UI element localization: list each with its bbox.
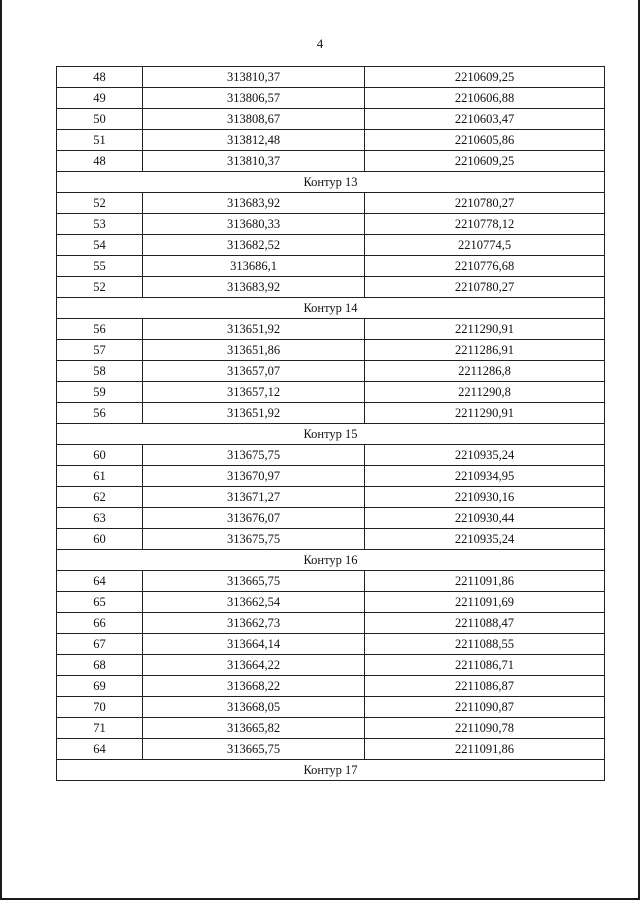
y-coordinate-cell: 2210935,24	[365, 529, 605, 550]
coordinates-table-body	[57, 67, 605, 781]
point-number-cell: 50	[57, 109, 143, 130]
x-coordinate-cell: 313670,97	[143, 466, 365, 487]
table-row	[57, 403, 605, 424]
table-row	[57, 718, 605, 739]
x-coordinate-cell: 313651,86	[143, 340, 365, 361]
table-row	[57, 508, 605, 529]
table-row	[57, 382, 605, 403]
table-row	[57, 487, 605, 508]
coordinates-table	[56, 66, 605, 781]
x-coordinate-cell: 313671,27	[143, 487, 365, 508]
x-coordinate-cell: 313668,05	[143, 697, 365, 718]
table-row	[57, 655, 605, 676]
point-number-cell: 49	[57, 88, 143, 109]
section-label: Контур 16	[57, 550, 605, 571]
table-row	[57, 88, 605, 109]
y-coordinate-cell: 2211290,8	[365, 382, 605, 403]
x-coordinate-cell: 313665,82	[143, 718, 365, 739]
point-number-cell: 55	[57, 256, 143, 277]
table-row	[57, 319, 605, 340]
y-coordinate-cell: 2211091,86	[365, 739, 605, 760]
x-coordinate-cell: 313675,75	[143, 445, 365, 466]
x-coordinate-cell: 313668,22	[143, 676, 365, 697]
point-number-cell: 59	[57, 382, 143, 403]
point-number-cell: 56	[57, 403, 143, 424]
x-coordinate-cell: 313657,07	[143, 361, 365, 382]
x-coordinate-cell: 313806,57	[143, 88, 365, 109]
point-number-cell: 67	[57, 634, 143, 655]
table-row	[57, 67, 605, 88]
x-coordinate-cell: 313675,75	[143, 529, 365, 550]
x-coordinate-cell: 313664,14	[143, 634, 365, 655]
point-number-cell: 60	[57, 445, 143, 466]
point-number-cell: 48	[57, 151, 143, 172]
y-coordinate-cell: 2210778,12	[365, 214, 605, 235]
section-header-row	[57, 424, 605, 445]
x-coordinate-cell: 313683,92	[143, 277, 365, 298]
x-coordinate-cell: 313812,48	[143, 130, 365, 151]
point-number-cell: 51	[57, 130, 143, 151]
table-row	[57, 361, 605, 382]
x-coordinate-cell: 313810,37	[143, 67, 365, 88]
table-row	[57, 235, 605, 256]
point-number-cell: 66	[57, 613, 143, 634]
y-coordinate-cell: 2210609,25	[365, 151, 605, 172]
table-row	[57, 193, 605, 214]
point-number-cell: 61	[57, 466, 143, 487]
y-coordinate-cell: 2210780,27	[365, 277, 605, 298]
table-row	[57, 130, 605, 151]
table-row	[57, 592, 605, 613]
y-coordinate-cell: 2211086,71	[365, 655, 605, 676]
table-row	[57, 340, 605, 361]
y-coordinate-cell: 2211290,91	[365, 319, 605, 340]
table-row	[57, 109, 605, 130]
point-number-cell: 58	[57, 361, 143, 382]
table-row	[57, 676, 605, 697]
x-coordinate-cell: 313651,92	[143, 319, 365, 340]
x-coordinate-cell: 313657,12	[143, 382, 365, 403]
table-row	[57, 214, 605, 235]
point-number-cell: 64	[57, 571, 143, 592]
point-number-cell: 65	[57, 592, 143, 613]
point-number-cell: 68	[57, 655, 143, 676]
page-number: 4	[316, 36, 324, 51]
section-header-row	[57, 298, 605, 319]
point-number-cell: 56	[57, 319, 143, 340]
section-label: Контур 17	[57, 760, 605, 781]
point-number-cell: 63	[57, 508, 143, 529]
point-number-cell: 60	[57, 529, 143, 550]
x-coordinate-cell: 313680,33	[143, 214, 365, 235]
x-coordinate-cell: 313651,92	[143, 403, 365, 424]
x-coordinate-cell: 313665,75	[143, 571, 365, 592]
y-coordinate-cell: 2211286,91	[365, 340, 605, 361]
y-coordinate-cell: 2211086,87	[365, 676, 605, 697]
section-label: Контур 15	[57, 424, 605, 445]
point-number-cell: 62	[57, 487, 143, 508]
table-row	[57, 277, 605, 298]
x-coordinate-cell: 313664,22	[143, 655, 365, 676]
y-coordinate-cell: 2210934,95	[365, 466, 605, 487]
section-label: Контур 13	[57, 172, 605, 193]
y-coordinate-cell: 2210774,5	[365, 235, 605, 256]
table-row	[57, 445, 605, 466]
section-label: Контур 14	[57, 298, 605, 319]
x-coordinate-cell: 313662,54	[143, 592, 365, 613]
point-number-cell: 69	[57, 676, 143, 697]
table-row	[57, 256, 605, 277]
y-coordinate-cell: 2211088,55	[365, 634, 605, 655]
table-row	[57, 613, 605, 634]
scan-edge-left	[0, 0, 2, 900]
x-coordinate-cell: 313662,73	[143, 613, 365, 634]
point-number-cell: 48	[57, 67, 143, 88]
y-coordinate-cell: 2210776,68	[365, 256, 605, 277]
x-coordinate-cell: 313686,1	[143, 256, 365, 277]
section-header-row	[57, 550, 605, 571]
y-coordinate-cell: 2211091,69	[365, 592, 605, 613]
table-row	[57, 697, 605, 718]
x-coordinate-cell: 313665,75	[143, 739, 365, 760]
y-coordinate-cell: 2210935,24	[365, 445, 605, 466]
point-number-cell: 53	[57, 214, 143, 235]
x-coordinate-cell: 313682,52	[143, 235, 365, 256]
table-row	[57, 571, 605, 592]
table-row	[57, 634, 605, 655]
y-coordinate-cell: 2211286,8	[365, 361, 605, 382]
y-coordinate-cell: 2211088,47	[365, 613, 605, 634]
y-coordinate-cell: 2210605,86	[365, 130, 605, 151]
y-coordinate-cell: 2210603,47	[365, 109, 605, 130]
y-coordinate-cell: 2210606,88	[365, 88, 605, 109]
x-coordinate-cell: 313810,37	[143, 151, 365, 172]
y-coordinate-cell: 2211090,78	[365, 718, 605, 739]
table-row	[57, 151, 605, 172]
y-coordinate-cell: 2211091,86	[365, 571, 605, 592]
section-header-row	[57, 760, 605, 781]
point-number-cell: 52	[57, 277, 143, 298]
y-coordinate-cell: 2211290,91	[365, 403, 605, 424]
table-row	[57, 466, 605, 487]
y-coordinate-cell: 2211090,87	[365, 697, 605, 718]
point-number-cell: 57	[57, 340, 143, 361]
point-number-cell: 64	[57, 739, 143, 760]
table-row	[57, 739, 605, 760]
y-coordinate-cell: 2210930,16	[365, 487, 605, 508]
x-coordinate-cell: 313808,67	[143, 109, 365, 130]
point-number-cell: 71	[57, 718, 143, 739]
section-header-row	[57, 172, 605, 193]
y-coordinate-cell: 2210609,25	[365, 67, 605, 88]
x-coordinate-cell: 313683,92	[143, 193, 365, 214]
y-coordinate-cell: 2210780,27	[365, 193, 605, 214]
point-number-cell: 52	[57, 193, 143, 214]
table-row	[57, 529, 605, 550]
point-number-cell: 54	[57, 235, 143, 256]
point-number-cell: 70	[57, 697, 143, 718]
x-coordinate-cell: 313676,07	[143, 508, 365, 529]
y-coordinate-cell: 2210930,44	[365, 508, 605, 529]
